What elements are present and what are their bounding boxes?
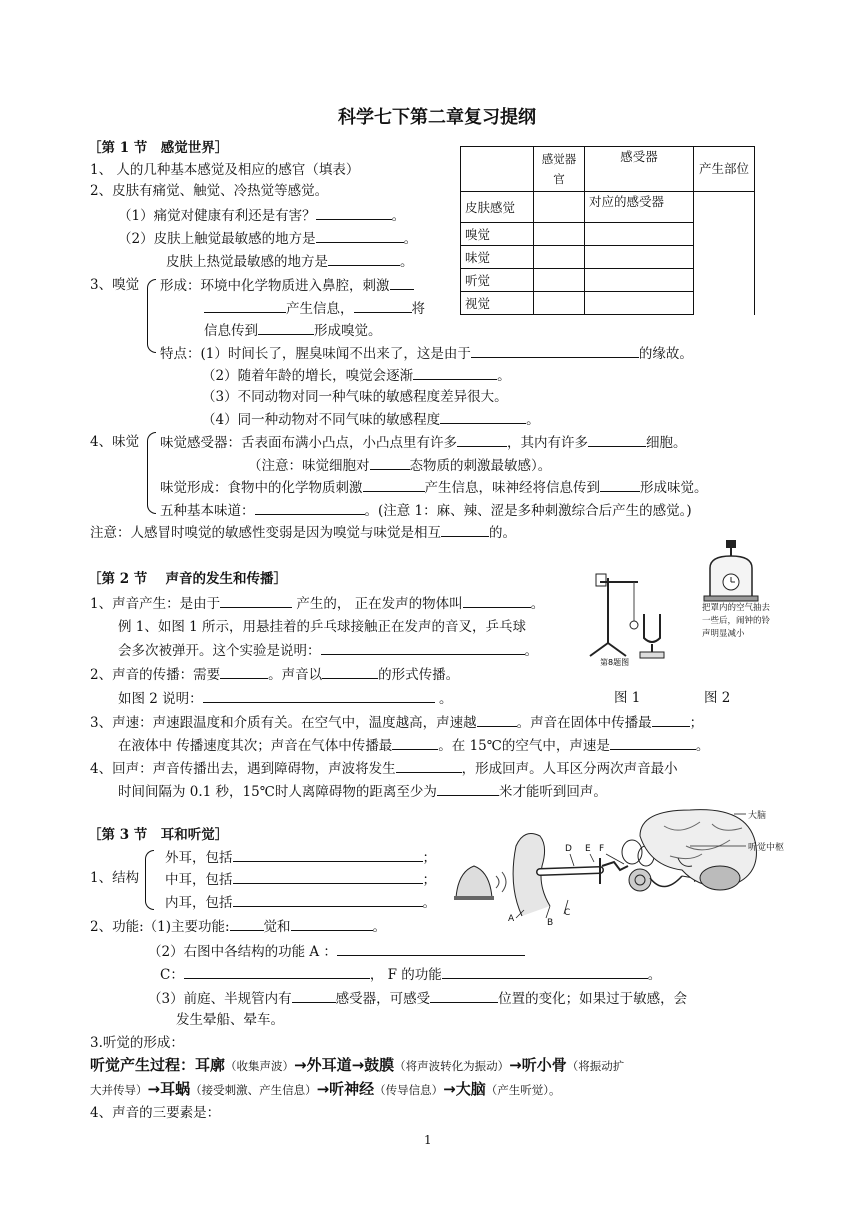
sound-three-elements: 4、声音的三要素是：: [90, 1105, 221, 1121]
process-step: →耳蜗: [147, 1080, 191, 1098]
hearing-formation-label: 3.听觉的形成：: [90, 1035, 184, 1051]
ear-label-e: E: [585, 844, 591, 854]
ear-label-b: B: [547, 918, 554, 928]
table-header-organ: 感觉器官: [534, 147, 585, 192]
s2-line-4b: 时间间隔为 0.1 秒，15℃时人离障碍物的距离至少为 米才能听到回声。: [118, 781, 607, 802]
s1-line-1: 1、 人的几种基本感觉及相应的感官（填表）: [90, 162, 360, 178]
taste-line-3: 味觉形成：食物中的化学物质刺激 产生信息，味神经将信息传到 形成味觉。: [160, 477, 708, 498]
smell-feature-3: （3）不同动物对同一种气味的敏感程度差异很大。: [202, 389, 508, 405]
page-number: 1: [424, 1133, 432, 1147]
inner-ear-line: 内耳，包括 。: [165, 892, 436, 913]
function-line-1: 2、功能:（1)主要功能: 觉和 。: [90, 916, 386, 937]
senses-table: [460, 146, 755, 315]
smell-line-1: 形成：环境中化学物质进入鼻腔，刺激: [160, 275, 414, 296]
table-row-label: 味觉: [461, 246, 534, 269]
bell-caption-line: 一些后，闹钟的铃: [702, 616, 771, 626]
table-row-label: 嗅觉: [461, 223, 534, 246]
function-line-2: （2）右图中各结构的功能 A ：: [148, 941, 525, 962]
ear-label-a: A: [508, 914, 515, 924]
table-header-site: 产生部位: [694, 147, 755, 192]
s2-example-2: 会多次被弹开。这个实验是说明： 。: [118, 640, 538, 661]
table-header-receptor: 感受器: [585, 147, 694, 192]
function-line-4: （3）前庭、半规管内有 感受器，可感受 位置的变化；如果过于敏感，会: [148, 988, 687, 1009]
s1-line-5: 皮肤上热觉最敏感的地方是 。: [166, 251, 414, 272]
section-2-heading: ［第 2 节 声音的发生和传播］: [88, 571, 287, 587]
process-note: （传导信息）: [374, 1083, 444, 1097]
section-1-heading: ［第 1 节 感觉世界］: [88, 140, 229, 156]
s2-line-3: 3、声速：声速跟温度和介质有关。在空气中，温度越高，声速越 。声音在固体中传播最 ；: [90, 712, 703, 733]
figure-2-label: 图 2: [704, 690, 731, 706]
smell-line-2: 产生信息， 将: [204, 298, 425, 319]
hearing-process-line-2: [90, 1078, 560, 1101]
process-note: （产生听觉）。: [485, 1083, 561, 1097]
ear-label-d: D: [565, 844, 572, 854]
smell-brace: [147, 279, 156, 353]
process-note: （收集声波）: [225, 1059, 295, 1073]
smell-line-3: 信息传到 形成嗅觉。: [204, 320, 382, 341]
ear-label-c: C: [564, 908, 571, 918]
figure-caption: 第8题图: [600, 658, 630, 666]
brain-label: 大脑: [748, 811, 767, 821]
function-line-5: 发生晕船、晕车。: [176, 1012, 284, 1028]
s1-line-2: 2、皮肤有痛觉、触觉、冷热觉等感觉。: [90, 183, 329, 199]
taste-label: 4、味觉: [90, 434, 140, 450]
middle-ear-line: 中耳，包括 ；: [165, 869, 436, 890]
process-step: →听神经: [316, 1080, 375, 1098]
process-step: →外耳道→鼓膜: [294, 1056, 395, 1074]
ear-label-f: F: [599, 844, 605, 854]
bell-jar-caption: [702, 602, 770, 641]
structure-brace: [145, 850, 154, 910]
smell-feature-4: （4）同一种动物对不同气味的敏感程度 。: [202, 409, 540, 430]
process-step: →听小骨: [509, 1056, 567, 1074]
table-row-label: 听觉: [461, 269, 534, 292]
s2-example-1: 例 1、如图 1 所示，用悬挂着的乒乓球接触正在发声的音叉，乒乓球: [118, 619, 527, 635]
bell-caption-line: 把罩内的空气抽去: [702, 603, 771, 613]
section-3-heading: ［第 3 节 耳和听觉］: [88, 827, 229, 843]
process-label: 听觉产生过程：: [90, 1056, 196, 1074]
process-note: （将振动扩: [566, 1059, 625, 1073]
bell-caption-line: 声明显减小: [702, 629, 745, 639]
s1-note: 注意：人感冒时嗅觉的敏感性变弱是因为嗅觉与味觉是相互 的。: [90, 522, 516, 543]
ear-brain-figure: [450, 806, 770, 936]
smell-label: 3、嗅觉: [90, 277, 140, 293]
auditory-center-label: 听觉中枢: [748, 843, 785, 853]
figure-1-label: 图 1: [614, 690, 641, 706]
taste-line-4: 五种基本味道： 。(注意 1：麻、辣、涩是多种刺激综合后产生的感觉。): [160, 500, 692, 521]
s2-line-3b: 在液体中 传播速度其次；声音在气体中传播最 。在 15℃的空气中，声速是 。: [118, 735, 709, 756]
table-row-label: 皮肤感觉: [461, 192, 534, 223]
taste-line-1: 味觉感受器：舌表面布满小凸点，小凸点里有许多 ，其内有许多 细胞。: [160, 432, 687, 453]
smell-feature-2: （2）随着年龄的增长，嗅觉会逐渐 。: [202, 365, 511, 386]
hearing-process-line-1: [90, 1054, 624, 1077]
process-step: →大脑: [443, 1080, 486, 1098]
bell-jar-figure: [690, 540, 770, 602]
s1-line-3: （1）痛觉对健康有利还是有害？ 。: [118, 205, 405, 226]
smell-feature-1: 特点：(1）时间长了，腥臭味闻不出来了，这是由于 的缘故。: [160, 343, 693, 364]
s2-line-2: 2、声音的传播：需要 。声音以 的形式传播。: [90, 664, 459, 685]
structure-label: 1、结构: [90, 870, 140, 886]
process-note: 大并传导）: [90, 1083, 148, 1097]
s2-line-1: 1、声音产生：是由于 产生的， 正在发声的物体叫 。: [90, 593, 544, 614]
s1-line-4: （2）皮肤上触觉最敏感的地方是 。: [118, 228, 417, 249]
function-line-3: C： ， F 的功能 。: [160, 964, 661, 985]
outer-ear-line: 外耳，包括 ；: [165, 847, 436, 868]
process-note: （接受刺激、产生信息）: [190, 1083, 317, 1097]
s2-line-2b: 如图 2 说明： 。: [118, 688, 452, 709]
taste-line-2: （注意：味觉细胞对 态物质的刺激最敏感）。: [248, 455, 551, 476]
process-note: （将声波转化为振动）: [394, 1059, 510, 1073]
taste-brace: [147, 432, 156, 514]
table-row-label: 视觉: [461, 292, 534, 315]
process-step: 耳廓: [195, 1056, 226, 1074]
tuning-fork-figure: [578, 568, 678, 666]
page-title: 科学七下第二章复习提纲: [338, 107, 536, 128]
table-cell-receptor: 对应的感受器: [585, 192, 694, 223]
s2-line-4: 4、回声：声音传播出去，遇到障碍物，声波将发生 ，形成回声。人耳区分两次声音最小: [90, 758, 678, 779]
